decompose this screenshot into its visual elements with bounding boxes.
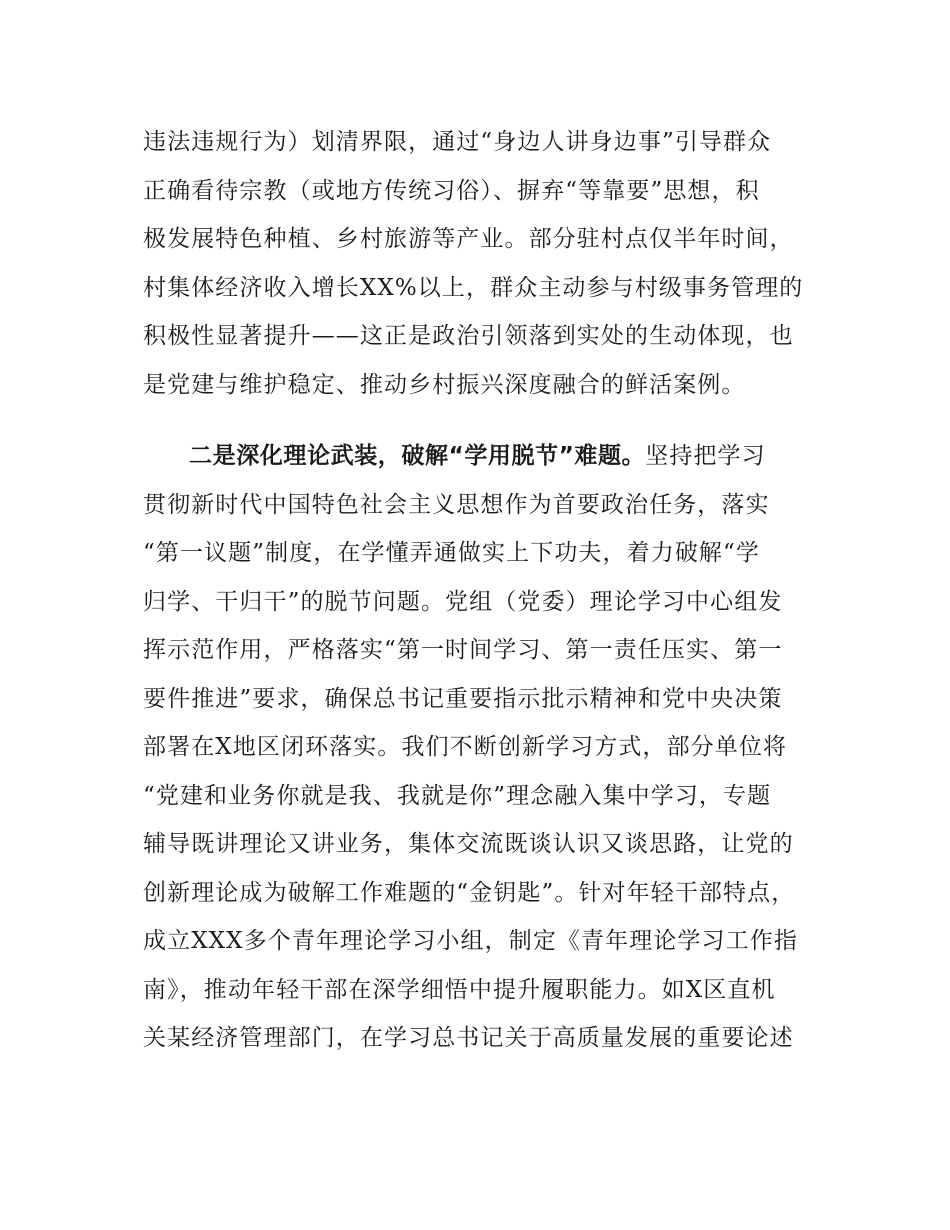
paragraph-first-line (143, 432, 808, 481)
paragraph-line: 成立XXX多个青年理论学习小组，制定《青年理论学习工作指 (143, 928, 798, 954)
paragraph-line: 村集体经济收入增长XX%以上，群众主动参与村级事务管理的 (143, 274, 804, 301)
paragraph-line: 是党建与维护稳定、推动乡村振兴深度融合的鲜活案例。 (143, 371, 746, 398)
paragraph-line: 贯彻新时代中国特色社会主义思想作为首要政治任务，落实 (143, 491, 770, 518)
section-heading: 二是深化理论武装，破解“学用脱节”难题。 (189, 443, 646, 469)
paragraph-2 (143, 432, 808, 1063)
paragraph-1 (143, 118, 808, 409)
paragraph-line: 要件推进”要求，确保总书记重要指示批示精神和党中央决策 (143, 685, 783, 712)
paragraph-line: “第一议题”制度，在学懂弄通做实上下功夫，着力破解“学 (143, 540, 760, 566)
paragraph-line: 部署在X地区闭环落实。我们不断创新学习方式，部分单位将 (143, 734, 788, 760)
paragraph-line: 归学、干归干”的脱节问题。党组（党委）理论学习中心组发 (143, 588, 783, 615)
paragraph-line: 违法违规行为）划清界限，通过“身边人讲身边事”引导群众 (143, 129, 772, 155)
paragraph-line: 正确看待宗教（或地方传统习俗）、摒弃“等靠要”思想，积 (143, 177, 760, 204)
paragraph-line: 积极性显著提升——这正是政治引领落到实处的生动体现，也 (143, 323, 794, 349)
paragraph-line: 极发展特色种植、乡村旅游等产业。部分驻村点仅半年时间， (143, 226, 794, 252)
paragraph-line: 关某经济管理部门，在学习总书记关于高质量发展的重要论述 (143, 1025, 794, 1051)
paragraph-line: 辅导既讲理论又讲业务，集体交流既谈认识又谈思路，让党的 (143, 831, 794, 857)
paragraph-line: 创新理论成为破解工作难题的“金钥匙”。针对年轻干部特点， (143, 879, 796, 906)
paragraph-line: 挥示范作用，严格落实“第一时间学习、第一责任压实、第一 (143, 637, 783, 663)
paragraph-line: “党建和业务你就是我、我就是你”理念融入集中学习，专题 (143, 782, 772, 809)
paragraph-line-rest: 坚持把学习 (645, 443, 766, 469)
paragraph-line: 南》，推动年轻干部在深学细悟中提升履职能力。如X区直机 (143, 976, 776, 1003)
